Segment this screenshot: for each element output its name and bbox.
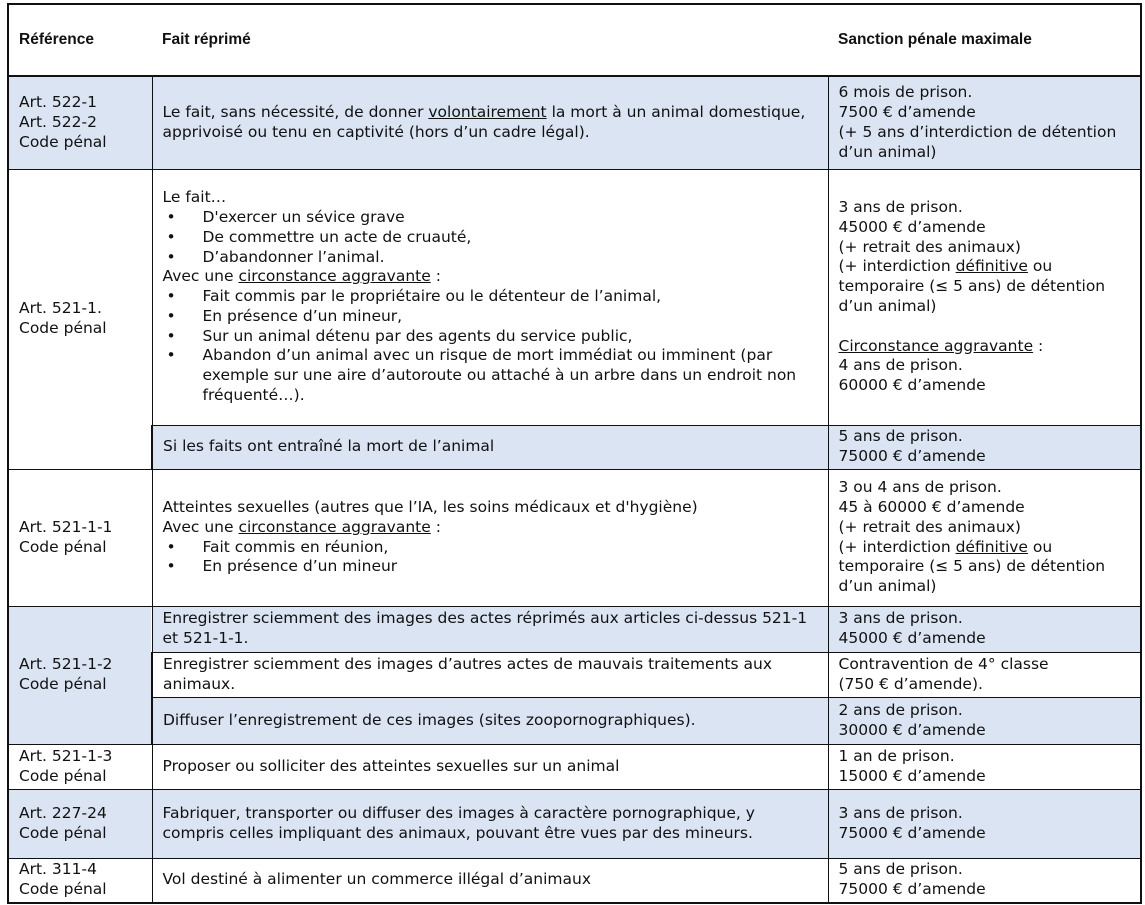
sanction-cell — [828, 858, 1141, 903]
fait-text: Vol destiné à alimenter un commerce illégal d’animaux — [162, 870, 591, 889]
header-fait: Fait réprimé — [152, 4, 828, 76]
penalties-table — [7, 3, 1142, 904]
bullet-list — [163, 208, 818, 267]
reference-line: Code pénal — [19, 132, 107, 151]
fait-text: la mort à un animal domestique, apprivoisé ou tenu en captivité (hors d’un cadre légal). — [162, 102, 806, 141]
sanction-line: 2 ans de prison. — [838, 700, 963, 719]
reference-line: Art. 521-1. — [19, 299, 102, 318]
fait-cell — [152, 858, 828, 903]
reference-line: Art. 522-1 — [19, 93, 97, 112]
sanction-line: 5 ans de prison. — [838, 860, 963, 879]
sanction-line: 3 ans de prison. — [838, 609, 963, 628]
fait-cell — [152, 606, 828, 652]
list-item: • D'exercer un sévice grave — [163, 208, 818, 228]
reference-line: Code pénal — [19, 319, 107, 337]
sanction-cell — [828, 652, 1141, 697]
fait-cell — [152, 789, 828, 858]
reference-line: Art. 522-2 — [19, 112, 97, 131]
sanction-line: (750 € d’amende). — [838, 674, 983, 693]
table-row — [8, 789, 1141, 858]
fait-text: Enregistrer sciemment des images des actes réprimés aux articles ci-dessus 521-1 et 521-1-1. — [162, 609, 808, 647]
reference-cell — [8, 606, 152, 744]
reference-cell — [8, 858, 152, 903]
sanction-line: (+ retrait des animaux) — [838, 237, 1021, 256]
fait-cell — [152, 744, 828, 789]
sanction-line: 45000 € d’amende — [838, 629, 986, 647]
header-reference: Référence — [8, 4, 152, 76]
fait-text: Le fait, sans nécessité, de donner — [162, 102, 429, 121]
fait-cell — [152, 425, 828, 469]
sanction-cell — [828, 606, 1141, 652]
reference-line: Art. 227-24 — [19, 803, 107, 822]
list-item: • Abandon d’un animal avec un risque de mort immédiat ou imminent (par exemple sur une aire d’autoroute ou attaché à un arbre dans un endroit non fréquenté…). — [163, 346, 818, 405]
sanction-line: 4 ans de prison. — [838, 356, 963, 375]
underlined-term: volontairement — [428, 102, 547, 121]
sanction-line: 75000 € d’amende — [838, 823, 986, 842]
fait-text: Proposer ou solliciter des atteintes sexuelles sur un animal — [162, 756, 620, 775]
fait-cell — [152, 697, 828, 744]
list-item: • Sur un animal détenu par des agents du service public, — [163, 327, 818, 347]
sanction-line: 7500 € d’amende — [838, 102, 976, 121]
table-row — [8, 469, 1141, 606]
sanction-line: Contravention de 4° classe — [838, 654, 1049, 673]
header-row — [8, 4, 1141, 76]
reference-line: Art. 521-1-3 — [19, 746, 113, 765]
sanction-line: 60000 € d’amende — [838, 376, 986, 395]
underlined-term: Circonstance aggravante — [838, 336, 1034, 355]
sanction-line: (+ interdiction définitive ou temporaire (≤ 5 ans) de détention d’un animal) — [838, 257, 1106, 315]
underlined-term: définitive — [955, 257, 1028, 276]
reference-line: Code pénal — [19, 675, 107, 693]
sanction-line: 5 ans de prison. — [838, 427, 963, 446]
sanction-line: 1 an de prison. — [838, 746, 955, 765]
sanction-line: 45 à 60000 € d’amende — [838, 497, 1025, 516]
reference-cell — [8, 744, 152, 789]
sanction-line: 6 mois de prison. — [838, 83, 973, 102]
sanction-cell — [828, 697, 1141, 744]
sanction-line: (+ interdiction définitive ou temporaire (≤ 5 ans) de détention d’un animal) — [838, 537, 1106, 596]
fait-text: Fabriquer, transporter ou diffuser des images à caractère pornographique, y compris celles impliquant des animaux, pouvant être vues par des mineurs. — [162, 803, 755, 842]
sanction-line: (+ retrait des animaux) — [838, 517, 1021, 536]
reference-line: Art. 521-1-1 — [19, 517, 113, 536]
sanction-line: 3 ans de prison. — [838, 198, 963, 217]
reference-cell — [8, 469, 152, 606]
fait-text: Si les faits ont entraîné la mort de l’animal — [163, 437, 495, 456]
table-row — [8, 169, 1141, 425]
aggravating-intro: Avec une circonstance aggravante : — [162, 517, 441, 536]
reference-line: Code pénal — [19, 880, 107, 899]
sanction-cell — [828, 169, 1141, 425]
spacer — [839, 317, 1131, 337]
header-sanction: Sanction pénale maximale — [828, 4, 1141, 76]
sanction-cell — [828, 789, 1141, 858]
list-item: • De commettre un acte de cruauté, — [163, 228, 818, 248]
sanction-line: 75000 € d’amende — [838, 880, 986, 899]
fait-cell — [152, 652, 828, 697]
reference-line: Code pénal — [19, 537, 107, 556]
list-item: • Fait commis en réunion, — [163, 538, 818, 558]
bullet-list — [163, 538, 818, 578]
fait-intro: Le fait… — [162, 188, 227, 207]
sanction-line: 3 ou 4 ans de prison. — [838, 478, 1002, 497]
sanction-cell — [828, 469, 1141, 606]
table-row — [8, 744, 1141, 789]
table-row — [8, 652, 1141, 697]
sanction-line: 15000 € d’amende — [838, 766, 986, 785]
reference-line: Code pénal — [19, 766, 107, 785]
fait-cell — [152, 76, 828, 169]
sanction-cell — [828, 425, 1141, 469]
reference-cell — [8, 789, 152, 858]
fait-text: Enregistrer sciemment des images d’autres actes de mauvais traitements aux animaux. — [163, 654, 772, 693]
aggravating-intro: Avec une circonstance aggravante : — [162, 267, 441, 286]
list-item: • D’abandonner l’animal. — [163, 248, 818, 268]
reference-line: Code pénal — [19, 823, 107, 842]
table-row — [8, 606, 1141, 652]
bullet-list — [163, 287, 818, 406]
table-row — [8, 425, 1141, 469]
sanction-line: 30000 € d’amende — [838, 720, 986, 739]
sanction-line: 3 ans de prison. — [838, 803, 963, 822]
table-row — [8, 76, 1141, 169]
table-row — [8, 858, 1141, 903]
sanction-line: 75000 € d’amende — [838, 447, 986, 465]
list-item: • En présence d’un mineur — [163, 557, 818, 577]
reference-cell — [8, 76, 152, 169]
underlined-term: circonstance aggravante — [238, 267, 431, 286]
fait-text: Atteintes sexuelles (autres que l’IA, les soins médicaux et d'hygiène) — [162, 497, 698, 516]
list-item: • En présence d’un mineur, — [163, 307, 818, 327]
sanction-line: (+ 5 ans d’interdiction de détention d’un animal) — [838, 122, 1117, 161]
fait-cell — [152, 169, 828, 425]
list-item: • Fait commis par le propriétaire ou le détenteur de l’animal, — [163, 287, 818, 307]
sanction-cell — [828, 76, 1141, 169]
table-row — [8, 697, 1141, 744]
fait-text: Diffuser l’enregistrement de ces images (sites zoopornographiques). — [163, 710, 696, 729]
sanction-line: 45000 € d’amende — [838, 217, 986, 236]
reference-cell — [8, 169, 152, 469]
fait-cell — [152, 469, 828, 606]
aggravating-sanction-label: Circonstance aggravante : — [838, 336, 1044, 355]
underlined-term: circonstance aggravante — [238, 517, 431, 536]
sanction-cell — [828, 744, 1141, 789]
reference-line: Art. 311-4 — [19, 860, 97, 879]
reference-line: Art. 521-1-2 — [19, 655, 113, 674]
underlined-term: définitive — [955, 537, 1028, 556]
